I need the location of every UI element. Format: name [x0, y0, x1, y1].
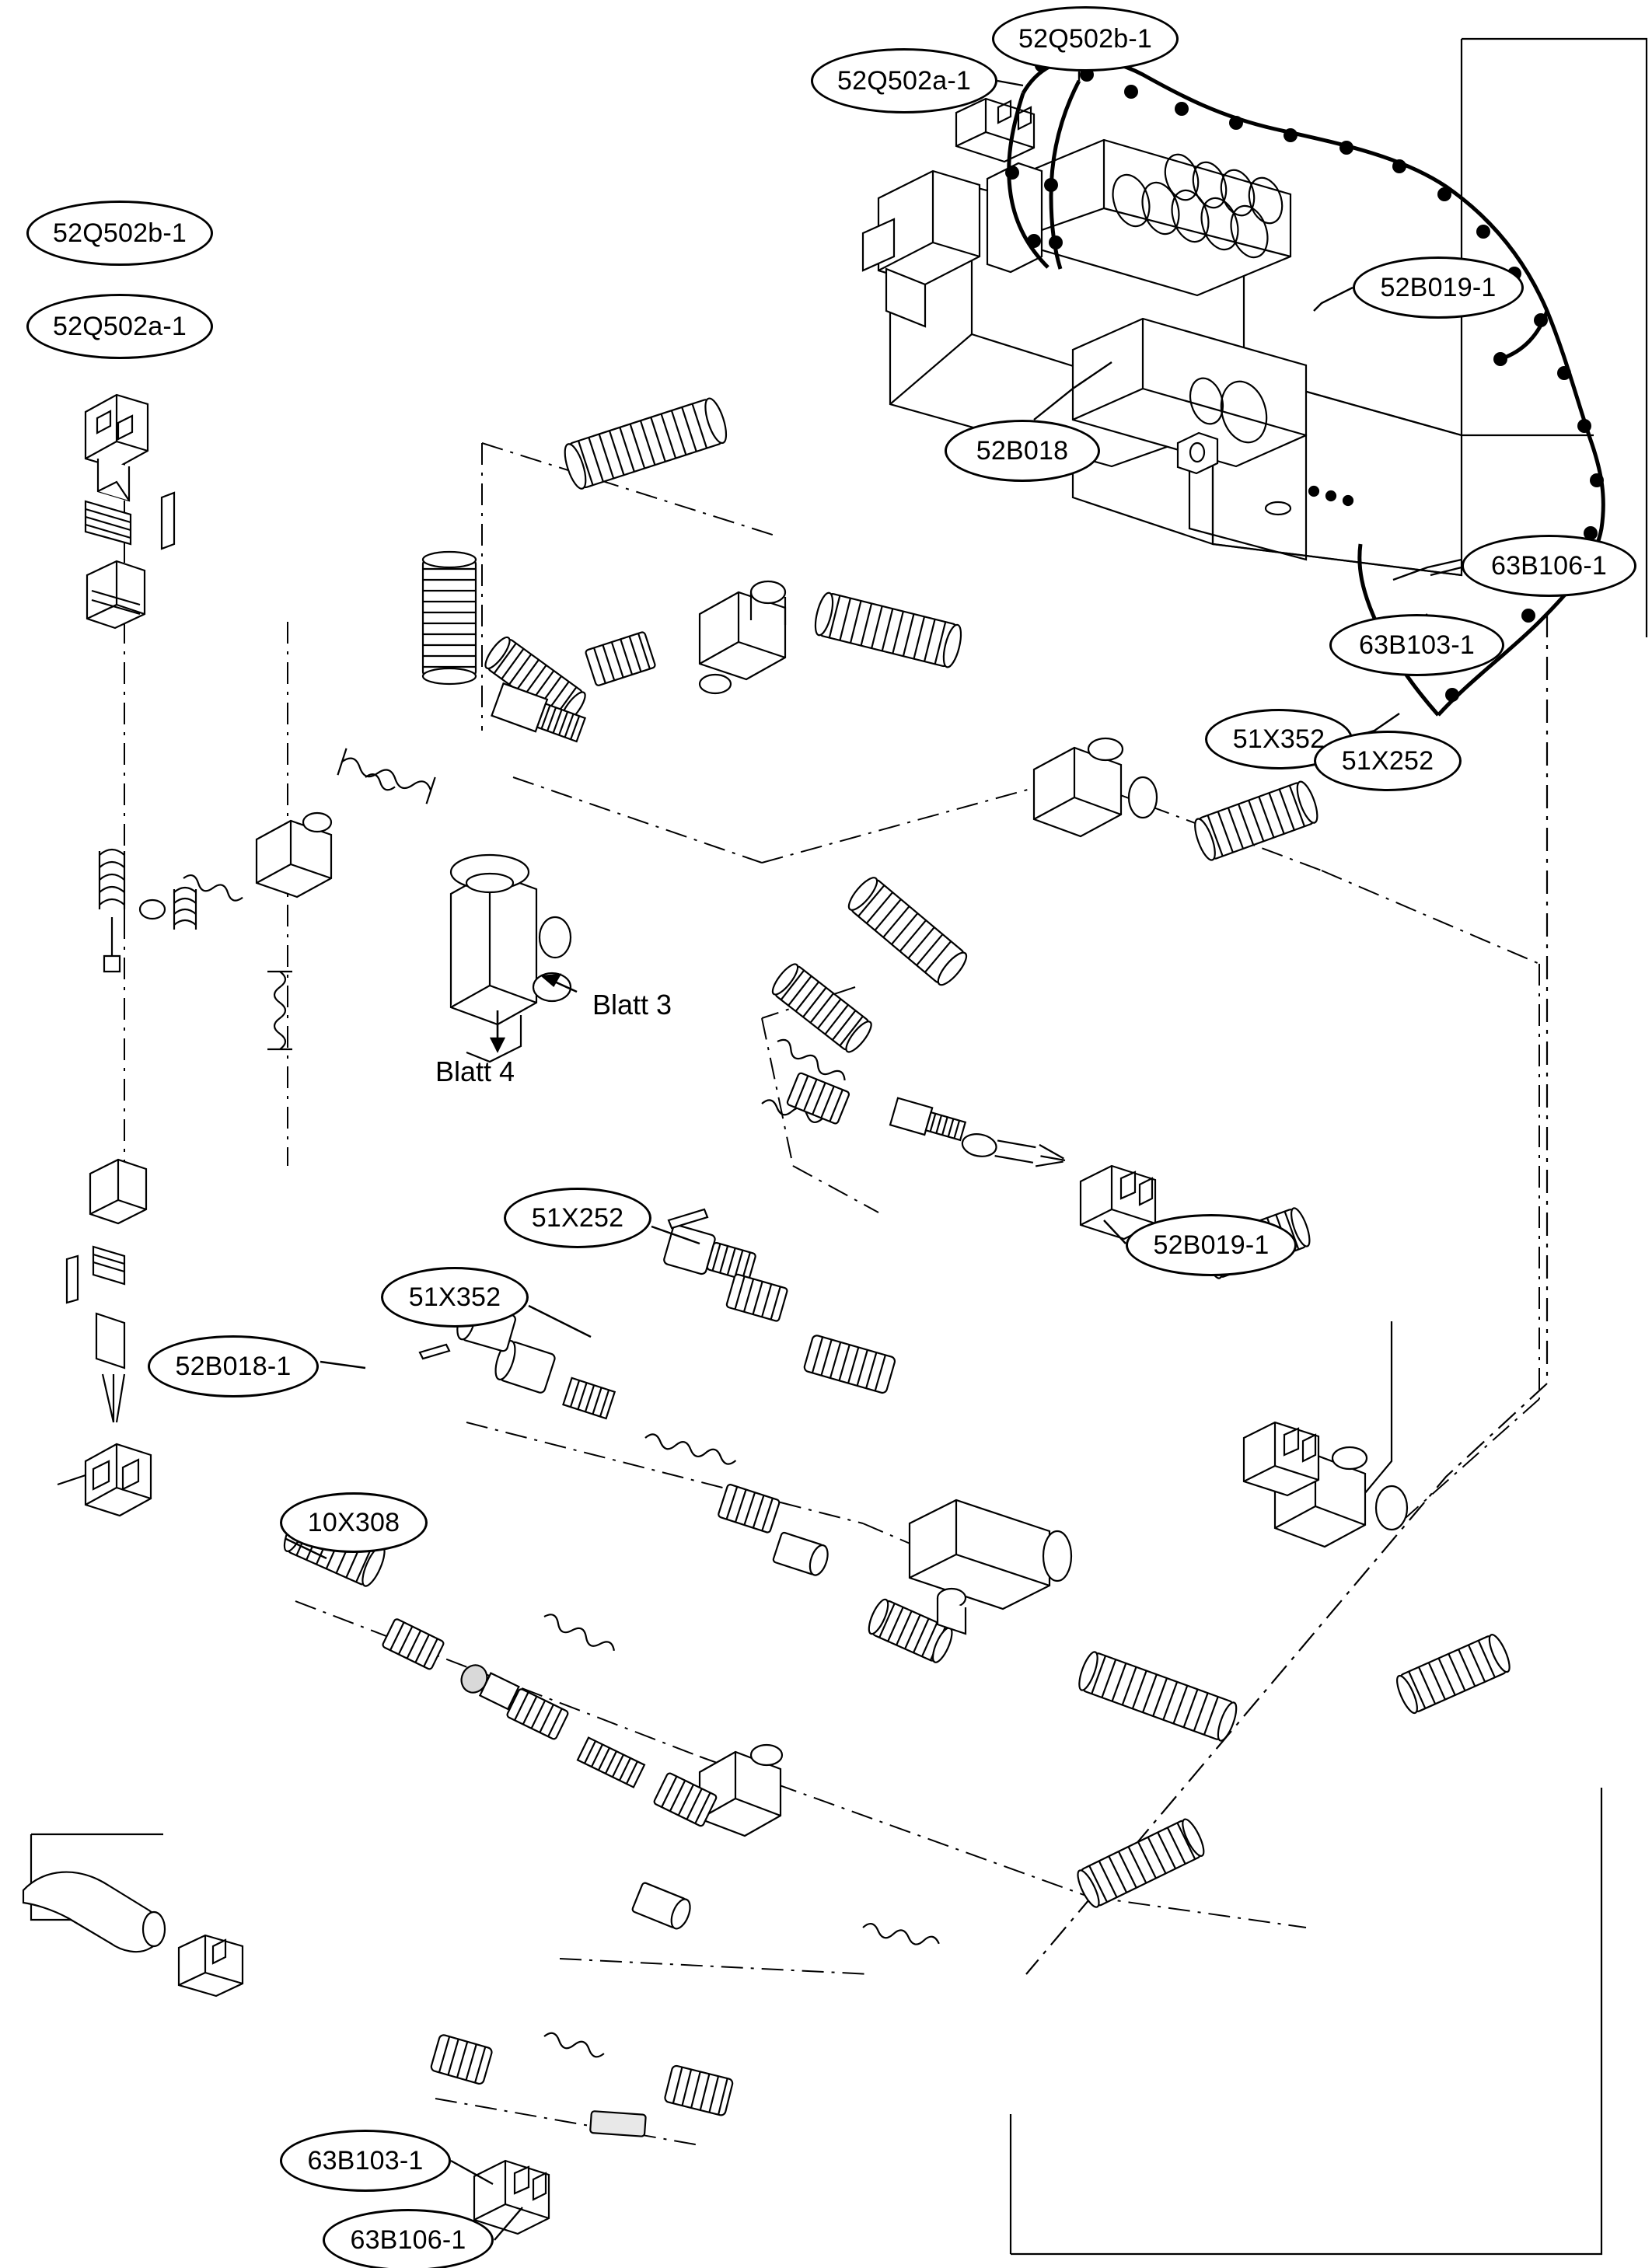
- callout-51x252-part: 51X252: [504, 1188, 651, 1248]
- callout-52b019-1-machine: 52B019-1: [1353, 256, 1524, 319]
- callout-63b103-1-machine: 63B103-1: [1329, 614, 1504, 676]
- callout-63b103-1-part: 63B103-1: [280, 2130, 451, 2192]
- callout-52q502a-1-machine: 52Q502a-1: [811, 48, 997, 113]
- callout-52q502b-1-part: 52Q502b-1: [26, 201, 213, 266]
- callout-52b018-machine: 52B018: [945, 420, 1100, 482]
- callout-51x352-part: 51X352: [381, 1267, 529, 1328]
- callout-52q502a-1-part: 52Q502a-1: [26, 294, 213, 359]
- callout-52b019-1-part: 52B019-1: [1126, 1214, 1297, 1276]
- callout-63b106-1-machine: 63B106-1: [1462, 535, 1636, 597]
- callout-51x252-machine: 51X252: [1314, 731, 1462, 791]
- sheet-reference-blatt-3: Blatt 3: [592, 989, 672, 1021]
- callout-10x308-part: 10X308: [280, 1492, 428, 1553]
- sheet-reference-blatt-4: Blatt 4: [435, 1055, 515, 1087]
- callout-52b018-1-part: 52B018-1: [148, 1335, 319, 1397]
- callout-63b106-1-part: 63B106-1: [323, 2209, 494, 2268]
- callout-51x352-machine: 51X352: [1205, 709, 1353, 769]
- callout-52q502b-1-machine: 52Q502b-1: [992, 6, 1179, 72]
